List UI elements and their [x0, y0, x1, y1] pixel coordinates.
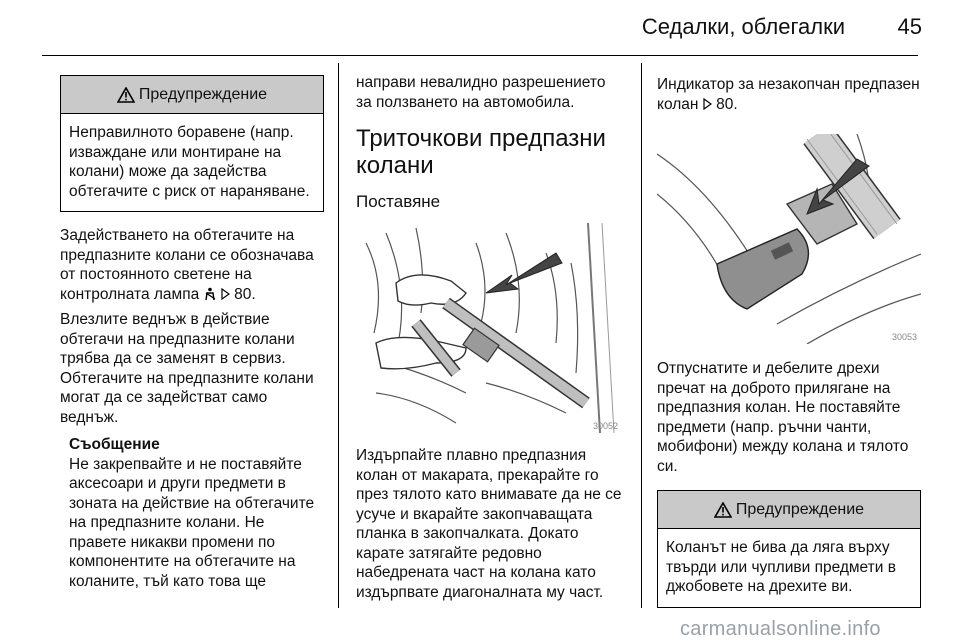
warning-text: Коланът не бива да ляга върху твърди или чупливи предмети в джобовете на дрехите ви. [666, 539, 896, 595]
warning-triangle-icon [117, 87, 135, 103]
warning-box [60, 75, 324, 212]
page-number: 45 [897, 14, 922, 39]
continued-text: направи невалидно разрешението за ползването на автомобила. [356, 74, 606, 111]
note-block [69, 435, 325, 591]
figure-id: 30053 [891, 332, 917, 342]
section-heading: Триточкови предпазни колани [356, 125, 606, 179]
note-text: Не закрепвайте и не поставяйте аксесоари и други предмети в зоната на действие на обтегачите на предпазните колани. Не правете никакви промени по компонентите на обтегачите на коланите, тъй като това ще [69, 455, 315, 590]
header-divider [42, 55, 918, 56]
watermark: carmanualsonline.info [680, 618, 881, 640]
page-header-title: Седалки, облегалки [641, 14, 845, 39]
warning-triangle-icon [714, 502, 732, 518]
warning-header [658, 491, 920, 529]
column-3 [657, 75, 923, 608]
section-subheading: Поставяне [356, 192, 441, 211]
buckle-drawing [657, 134, 921, 344]
column-1 [60, 75, 322, 591]
warning-box [657, 490, 921, 608]
seatbelt-fastening-drawing [356, 223, 622, 433]
warning-title: Предупреждение [138, 85, 268, 103]
buckle-illustration [657, 134, 921, 344]
column-divider-1 [338, 63, 339, 608]
para-text: Индикатор за незакопчан предпазен колан [657, 76, 920, 113]
column-2 [356, 73, 622, 602]
warning-text: Неправилното боравене (напр. изваждане или монтиране на колани) може да задейства обтегачите с риск от нараняване. [69, 124, 310, 200]
reference-arrow-icon [703, 98, 712, 110]
warning-title: Предупреждение [735, 500, 865, 518]
fastening-instructions: Издърпайте плавно предпазния колан от макарата, прекарайте го през тялото като внимавате да не се усуче и вкарайте закопчаващата планка в закопчалката. Докато карате затягайте редовно набедрената част на колана като издърпвате диагоналната му част. [356, 447, 622, 601]
page-reference[interactable]: 80. [234, 285, 256, 303]
tensioner-activation-text [60, 226, 322, 304]
seatbelt-fastening-illustration [356, 223, 622, 433]
warning-header [61, 76, 323, 114]
note-title: Съобщение [69, 436, 160, 453]
column-divider-2 [641, 63, 642, 608]
seatbelt-tensioner-lamp-icon [204, 287, 217, 301]
tensioner-replacement-text: Влезлите веднъж в действие обтегачи на предпазните колани трябва да се заменят в сервиз. Обтегачите на предпазните колани могат да се задействат само веднъж. [60, 311, 314, 426]
figure-id: 30052 [592, 421, 618, 431]
clothing-advice-text: Отпуснатите и дебелите дрехи пречат на доброто прилягане на предпазния колан. Не поставяйте предмети (напр. ръчни чанти, мобифони) между колана и тялото си. [657, 360, 909, 475]
para-text: Задействането на обтегачите на предпазните колани се обозначава от постоянното светене на контролната лампа [60, 227, 314, 303]
reference-arrow-icon [221, 288, 230, 300]
page-reference[interactable]: 80. [716, 95, 738, 113]
unfastened-indicator-text [657, 75, 923, 114]
